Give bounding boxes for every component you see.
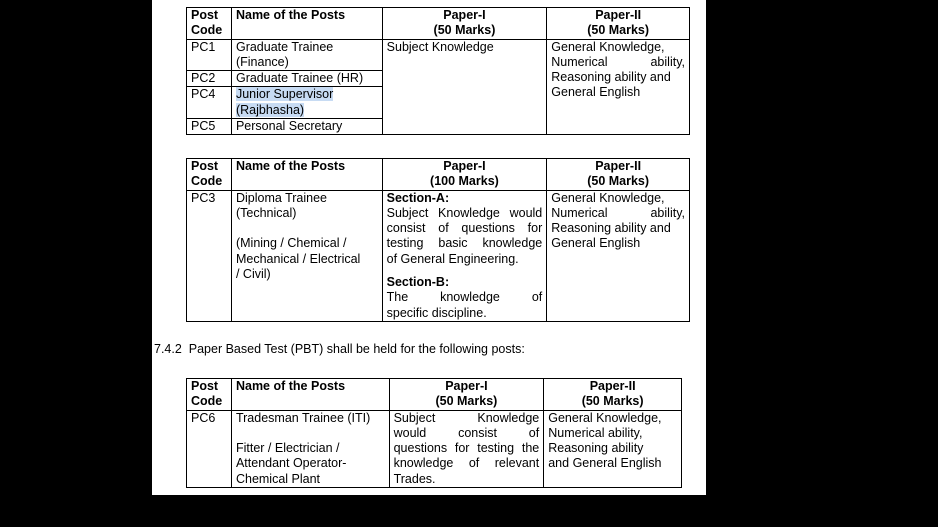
table-header-row	[187, 8, 690, 40]
paper1-cell: Subject Knowledge	[382, 39, 547, 135]
table-row	[187, 39, 690, 71]
section-text: Paper Based Test (PBT) shall be held for the following posts:	[188, 342, 525, 356]
header-post-code: Post Code	[187, 159, 232, 191]
post-code-cell: PC1	[187, 39, 232, 71]
paper2-cell: General Knowledge, Numerical ability, Reasoning ability and General English	[547, 190, 690, 321]
section-number: 7.4.2	[154, 342, 182, 356]
post-name-cell: Graduate Trainee (HR)	[231, 71, 382, 87]
post-code-cell: PC5	[187, 119, 232, 135]
post-code-cell: PC6	[187, 410, 232, 487]
post-name-cell: Graduate Trainee (Finance)	[231, 39, 382, 71]
post-name-cell: Tradesman Trainee (ITI) Fitter / Electrician / Attendant Operator- Chemical Plant	[231, 410, 389, 487]
paper1-cell: Section-A: Subject Knowledge would consist of questions for testing basic knowledge of General Engineering. Section-B: The knowledge of specific discipline.	[382, 190, 547, 321]
header-paper2: Paper-II (50 Marks)	[547, 8, 690, 40]
table-header-row	[187, 379, 682, 411]
header-paper1: Paper-I (50 Marks)	[382, 8, 547, 40]
paper1-cell: Subject Knowledge would consist of questions for testing the knowledge of relevant Trades.	[389, 410, 544, 487]
selected-text[interactable]: Junior Supervisor	[235, 87, 334, 102]
paper2-cell: General Knowledge, Numerical ability, Reasoning ability and General English	[544, 410, 682, 487]
table-row	[187, 190, 690, 321]
table-row	[187, 410, 682, 487]
post-name-cell	[231, 87, 382, 119]
header-name: Name of the Posts	[231, 8, 382, 40]
table-2	[186, 158, 690, 322]
header-paper2: Paper-II (50 Marks)	[544, 379, 682, 411]
selected-text[interactable]: (Rajbhasha)	[235, 102, 305, 117]
table-3	[186, 378, 682, 488]
header-name: Name of the Posts	[231, 159, 382, 191]
table-1	[186, 7, 690, 135]
table-header-row	[187, 159, 690, 191]
post-code-cell: PC2	[187, 71, 232, 87]
header-paper1: Paper-I (100 Marks)	[382, 159, 547, 191]
header-post-code: Post Code	[187, 8, 232, 40]
header-paper2: Paper-II (50 Marks)	[547, 159, 690, 191]
post-name-cell: Diploma Trainee (Technical) (Mining / Chemical / Mechanical / Electrical / Civil)	[231, 190, 382, 321]
header-post-code: Post Code	[187, 379, 232, 411]
header-paper1: Paper-I (50 Marks)	[389, 379, 544, 411]
post-name-cell: Personal Secretary	[231, 119, 382, 135]
post-code-cell: PC4	[187, 87, 232, 119]
paper2-cell: General Knowledge, Numerical ability, Reasoning ability and General English	[547, 39, 690, 135]
document-page	[152, 0, 706, 495]
section-paragraph	[154, 342, 525, 356]
post-code-cell: PC3	[187, 190, 232, 321]
header-name: Name of the Posts	[231, 379, 389, 411]
